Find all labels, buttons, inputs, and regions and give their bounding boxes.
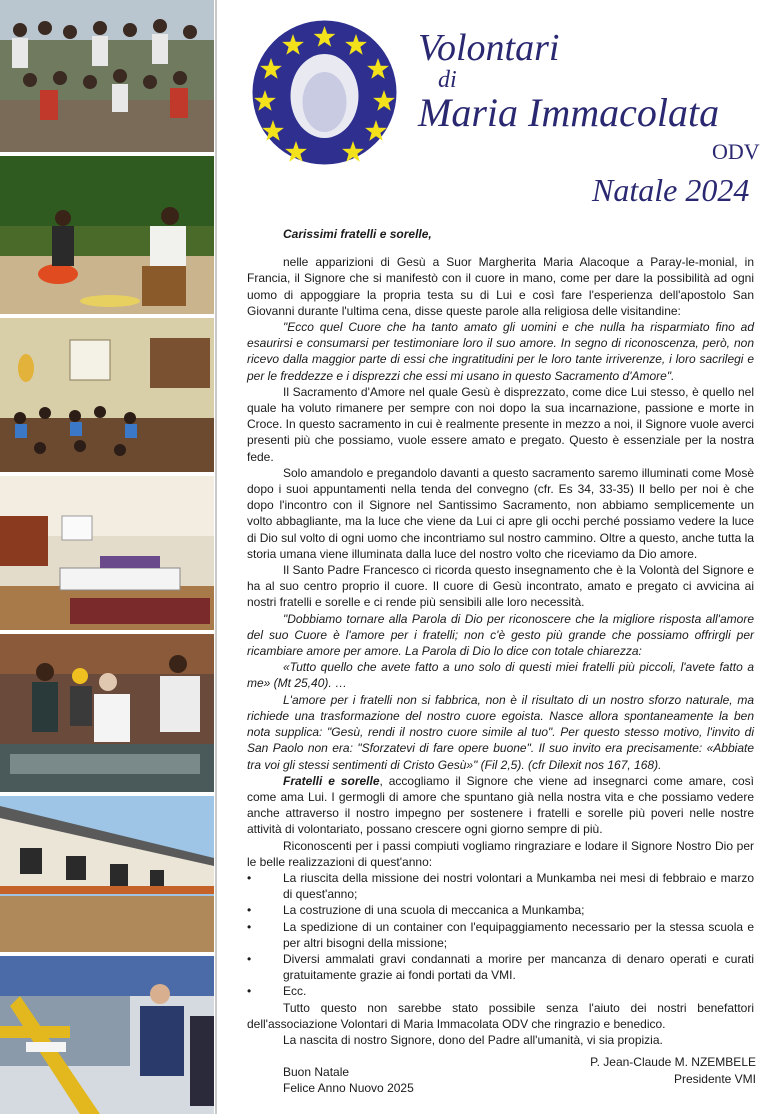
group-photo [0, 0, 214, 152]
signatory-role: Presidente VMI [673, 1071, 756, 1086]
paragraph-2: Il Sacramento d'Amore nel quale Gesù è disprezzato, come dice Lui stesso, è quello nel quale ha voluto rimanere per sempre con noi dopo la sua incarnazione, passione e morte in Croce. In questo sacramento in cui è realmente presente in mezzo a noi, il Signore vuole averci presenti più che possiamo, vuole essere amato e pregato. Questo è essenziale per la nostra fede. [247, 384, 754, 464]
greeting: Carissimi fratelli e sorelle, [283, 227, 432, 241]
list-item: • La riuscita della missione dei nostri volontari a Munkamba nei mesi di febbraio e marzo di quest'anno; [247, 870, 754, 902]
hospital-ward-photo [0, 476, 214, 630]
signature-block [590, 1054, 756, 1087]
achievements-list [247, 870, 754, 1000]
list-item: • La costruzione di una scuola di meccanica a Munkamba; [247, 902, 754, 918]
title-line-1: Volontari [418, 27, 560, 69]
vmi-logo [252, 20, 397, 165]
closing-wishes: Felice Anno Nuovo 2025 [283, 1081, 414, 1096]
document-subtitle: Natale 2024 [592, 172, 750, 208]
column-divider [215, 0, 217, 1114]
quote-1: "Ecco quel Cuore che ha tanto amato gli uomini e che nulla ha risparmiato fino ad esaurirsi e consumarsi per testimoniare loro il suo amore. In segno di riconoscenza, però, non ricevo dalla maggior parte di essi che ingratitudini per le loro tante irriverenze, i loro sacrilegi e per le freddezze e i disprezzi che essi mi usano in questo Sacramento d'Amore". [247, 320, 754, 383]
classroom-photo [0, 318, 214, 472]
paragraph-5-text: , accogliamo il Signore che viene ad insegnarci come amare, così come ama Lui. I germogli di amore che spuntano già nella nostra vita e che possiamo vedere anche attraverso il nostro impegno per sostenere i fratelli e sorelle più poveri nelle nostre attività di volontariato, possano crescere ogni giorno sempre di più. [247, 773, 754, 837]
title-line-2: di [438, 67, 457, 93]
organization-title [418, 28, 758, 134]
woman-cooking-photo [0, 156, 214, 314]
list-item: • Ecc. [247, 983, 754, 999]
quote-3: «Tutto quello che avete fatto a uno solo di questi miei fratelli più piccoli, l'avete fatto a me» (Mt 25,40). … [247, 660, 754, 691]
paragraph-1: nelle apparizioni di Gesù a Suor Margherita Maria Alacoque a Paray-le-monial, in Francia, il Signore che si manifestò con il cuore in mano, come per dare la possibilità ad ogni uomo di appoggiare la propria testa su di Lui e così fare l'esperienza dell'apostolo San Giovanni durante l'ultima cena, disse queste parole alla religiosa delle visitandine: [247, 255, 754, 318]
closing-greeting: Buon Natale [283, 1065, 350, 1080]
paragraph-6: Riconoscenti per i passi compiuti vogliamo ringraziare e lodare il Signore Nostro Dio per le belle realizzazioni di quest'anno: [247, 838, 754, 869]
signatory-name: P. Jean-Claude M. NZEMBELE [590, 1055, 756, 1069]
paragraph-7: Tutto questo non sarebbe stato possibile senza l'aiuto dei nostri benefattori dell'associazione Volontari di Maria Immacolata ODV che ringrazio e benedico. [247, 1000, 754, 1031]
workshop-photo [0, 634, 214, 792]
paragraph-5 [247, 773, 754, 838]
paragraph-3: Solo amandolo e pregandolo davanti a questo sacramento saremo illuminati come Mosè dopo i suoi appuntamenti nella tenda del convegno (cfr. Es 34, 33-35) Il bello per noi è che dopo l'incontro con il Signore nel Santissimo Sacramento, non abbiamo semplicemente un volto abbagliante, ma la luce che viene da Lui ci apre gli occhi perché possiamo vedere la luce di Dio sul volto di ogni uomo che incontriamo sul nostro cammino. Oltre a questo, anche tutta la storia umana viene illuminata dalla luce del nostro volto che riceviamo da Dio amore. [247, 465, 754, 561]
quote-4: L'amore per i fratelli non si fabbrica, non è il risultato di un nostro sforzo naturale, ma richiede una trasformazione del nostro cuore egoista. Nasce allora spontaneamente la ben nota supplica: "Gesù, rendi il nostro cuore simile al tuo". Per questo stesso motivo, l'invito di San Paolo non era: "Sforzatevi di fare opere buone". Il suo invito era precisamente: «Abbiate tra voi gli stessi sentimenti di Cristo Gesù»" (Fil 2,5). (cfr Dilexit nos 167, 168). [247, 692, 754, 772]
school-building-photo [0, 796, 214, 952]
letter-body [247, 226, 754, 1097]
quote-2: "Dobbiamo tornare alla Parola di Dio per riconoscere che la migliore risposta all'amore del suo Cuore è l'amore per i fratelli; non c'è gesto più grande che possiamo offrirgli per ricambiare amore per amore. La Parola di Dio lo dice con totale chiarezza: [247, 611, 754, 659]
title-line-3: Maria Immacolata [418, 90, 720, 135]
list-item: • La spedizione di un container con l'equipaggiamento necessario per la stessa scuola e per altri bisogni della missione; [247, 919, 754, 951]
container-loading-photo [0, 956, 214, 1114]
photo-column [0, 0, 214, 1114]
paragraph-8: La nascita di nostro Signore, dono del Padre all'umanità, vi sia propizia. [283, 1032, 663, 1047]
paragraph-4: Il Santo Padre Francesco ci ricorda questo insegnamento che è la Volontà del Signore e ha al suo centro proprio il cuore. Il cuore di Gesù incontrato, amato e pregato ci avvicina ai nostri fratelli e sorelle e ci rende più sensibili alle loro necessità. [247, 563, 754, 610]
list-item: • Diversi ammalati gravi condannati a morire per mancanza di denaro operati e curati gratuitamente grazie ai fondi portati da VMI. [247, 951, 754, 983]
odv-suffix: ODV [712, 139, 760, 164]
paragraph-5-lead: Fratelli e sorelle [283, 773, 380, 788]
